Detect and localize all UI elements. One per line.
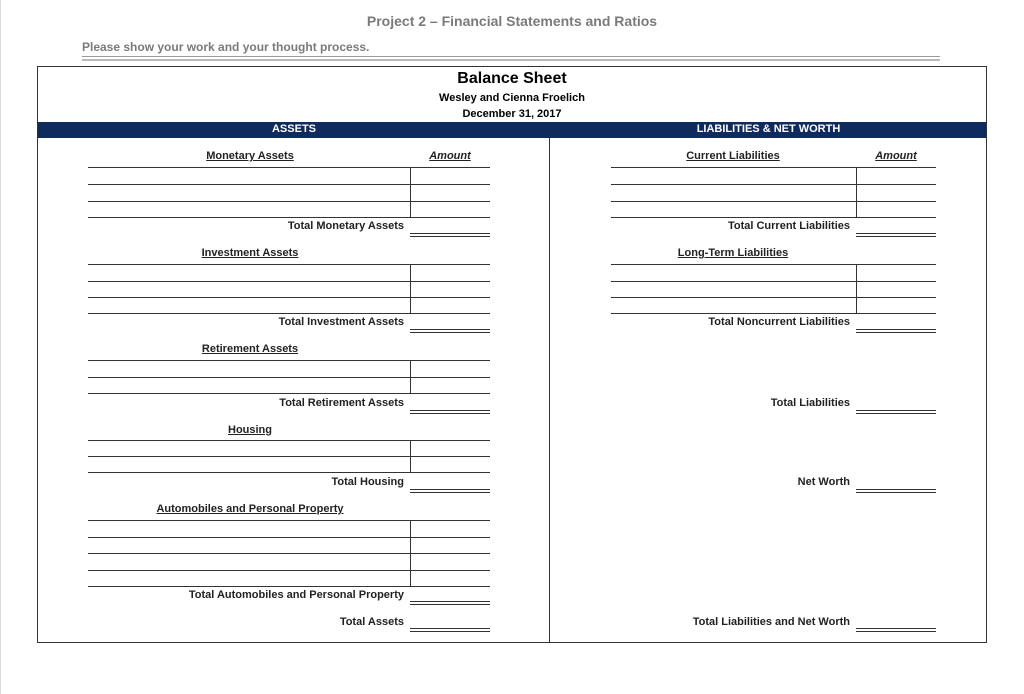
amount-column-rule xyxy=(410,360,411,393)
amount-column-rule xyxy=(856,264,857,313)
section-heading-long-term-liabilities: Long-Term Liabilities xyxy=(677,247,789,259)
entry-line xyxy=(88,360,490,361)
instructions-rule-shadow xyxy=(82,59,940,61)
section-heading-automobiles: Automobiles and Personal Property xyxy=(156,503,344,515)
total-retirement-assets-label: Total Retirement Assets xyxy=(279,397,404,409)
total-investment-assets-amount[interactable] xyxy=(410,329,490,333)
entry-line xyxy=(88,184,490,185)
entry-line xyxy=(88,297,490,298)
total-investment-assets-label: Total Investment Assets xyxy=(278,316,404,328)
entry-line xyxy=(88,201,490,202)
entry-line xyxy=(88,586,490,587)
total-current-liabilities-label: Total Current Liabilities xyxy=(727,220,850,232)
amount-column-rule xyxy=(856,167,857,217)
entry-line xyxy=(88,553,490,554)
total-automobiles-label: Total Automobiles and Personal Property xyxy=(188,589,404,601)
entry-line xyxy=(611,313,936,314)
amount-column-label: Amount xyxy=(429,150,471,162)
total-liabilities-net-worth-amount[interactable] xyxy=(856,628,936,632)
total-housing-label: Total Housing xyxy=(331,476,404,488)
entry-line xyxy=(88,377,490,378)
liabilities-header: LIABILITIES & NET WORTH xyxy=(696,123,841,135)
total-monetary-assets-label: Total Monetary Assets xyxy=(287,220,404,232)
entry-line xyxy=(88,393,490,394)
entry-line xyxy=(88,440,490,441)
entry-line xyxy=(88,217,490,218)
entry-line xyxy=(88,472,490,473)
entry-line xyxy=(611,297,936,298)
total-monetary-assets-amount[interactable] xyxy=(410,233,490,237)
total-automobiles-amount[interactable] xyxy=(410,601,490,605)
total-housing-amount[interactable] xyxy=(410,489,490,493)
net-worth-amount[interactable] xyxy=(856,489,936,493)
entry-line xyxy=(88,537,490,538)
amount-column-rule xyxy=(410,264,411,313)
total-retirement-assets-amount[interactable] xyxy=(410,410,490,414)
net-worth-label: Net Worth xyxy=(797,476,850,488)
entry-line xyxy=(611,184,936,185)
amount-column-rule xyxy=(410,440,411,472)
assets-header: ASSETS xyxy=(271,123,316,135)
amount-column-label: Amount xyxy=(875,150,917,162)
entry-line xyxy=(88,281,490,282)
total-current-liabilities-amount[interactable] xyxy=(856,233,936,237)
total-assets-amount[interactable] xyxy=(410,628,490,632)
entry-line xyxy=(611,217,936,218)
total-assets-label: Total Assets xyxy=(339,616,404,628)
amount-column-rule xyxy=(410,520,411,586)
section-heading-investment-assets: Investment Assets xyxy=(201,247,299,259)
page-edge xyxy=(0,0,1,694)
total-liabilities-net-worth-label: Total Liabilities and Net Worth xyxy=(692,616,850,628)
entry-line xyxy=(611,167,936,168)
total-liabilities-amount[interactable] xyxy=(856,410,936,414)
entry-line xyxy=(88,313,490,314)
entry-line xyxy=(611,264,936,265)
instructions-text: Please show your work and your thought process. xyxy=(82,40,370,54)
section-heading-retirement-assets: Retirement Assets xyxy=(201,343,299,355)
balance-sheet-date: December 31, 2017 xyxy=(462,108,562,120)
balance-sheet-names: Wesley and Cienna Froelich xyxy=(439,92,585,104)
total-noncurrent-liabilities-label: Total Noncurrent Liabilities xyxy=(708,316,850,328)
section-heading-monetary-assets: Monetary Assets xyxy=(206,150,294,162)
amount-column-rule xyxy=(410,167,411,217)
entry-line xyxy=(88,570,490,571)
balance-sheet-title: Balance Sheet xyxy=(457,70,567,87)
total-noncurrent-liabilities-amount[interactable] xyxy=(856,329,936,333)
column-divider xyxy=(549,138,550,643)
section-heading-current-liabilities: Current Liabilities xyxy=(686,150,780,162)
total-liabilities-label: Total Liabilities xyxy=(770,397,850,409)
entry-line xyxy=(88,456,490,457)
section-heading-housing: Housing xyxy=(228,424,272,436)
entry-line xyxy=(611,201,936,202)
entry-line xyxy=(88,167,490,168)
document-title: Project 2 – Financial Statements and Ratios xyxy=(366,13,658,29)
entry-line xyxy=(88,520,490,521)
instructions-rule xyxy=(82,56,940,57)
entry-line xyxy=(611,281,936,282)
entry-line xyxy=(88,264,490,265)
